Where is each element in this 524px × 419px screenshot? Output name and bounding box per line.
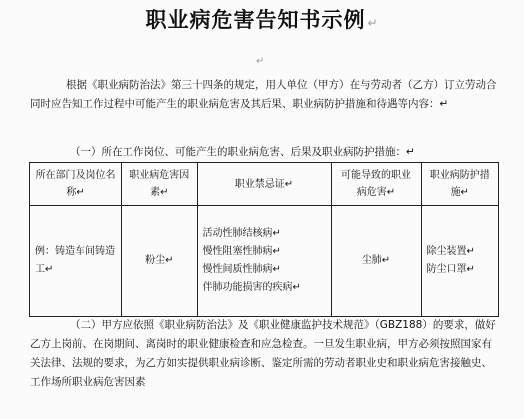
hazard-notice-table bbox=[29, 162, 499, 317]
paragraph-mark-icon: ↵ bbox=[256, 56, 265, 67]
section-1-heading: （一）所在工作岗位、可能产生的职业病危害、后果及职业病防护措施：↵ bbox=[70, 146, 415, 158]
paragraph-mark-icon: ↵ bbox=[367, 16, 379, 30]
cell-protection-measures bbox=[421, 206, 498, 317]
header-possible-disease: 可能导致的职业病危害↵ bbox=[331, 163, 421, 206]
section-2-paragraph: （二）甲方应依照《职业病防治法》及《职业健康监护技术规范》（GBZ188）的要求，做好乙方上岗前、在岗期间、离岗时的职业健康检查和应急检查。一旦发生职业病，甲方必须按照国家有关法律、法规的要求，为乙方如实提供职业病诊断、鉴定所需的劳动者职业史和职业病危害接触史、工作场所职业病危害因素 bbox=[30, 319, 496, 388]
cell-contraindications bbox=[197, 206, 331, 317]
table-row bbox=[30, 206, 499, 317]
table-header-row bbox=[30, 163, 499, 206]
protection-item: 防尘口罩↵ bbox=[426, 264, 475, 275]
intro-paragraph: 根据《职业病防治法》第三十四条的规定，用人单位（甲方）在与劳动者（乙方）订立劳动合同时应告知工作过程中可能产生的职业病危害及其后果、职业病防护措施和待遇等内容：↵ bbox=[30, 79, 497, 110]
cell-possible-disease: 尘肺↵ bbox=[331, 206, 421, 317]
contraindication-item: 活动性肺结核病↵ bbox=[202, 228, 281, 239]
contraindication-item: 慢性阻塞性肺病↵ bbox=[202, 246, 281, 257]
contraindication-item: 慢性间质性肺病↵ bbox=[202, 264, 281, 275]
header-hazard-factor: 职业病危害因素↵ bbox=[122, 163, 197, 206]
cell-hazard-factor: 粉尘↵ bbox=[122, 206, 197, 317]
header-dept-position: 所在部门及岗位名称↵ bbox=[30, 163, 122, 206]
contraindication-item: 伴肺功能损害的疾病↵ bbox=[202, 282, 301, 293]
header-contraindications: 职业禁忌证↵ bbox=[197, 163, 331, 206]
cell-dept-position: 例：铸造车间铸造工↵ bbox=[30, 206, 122, 317]
header-protection-measures: 职业病防护措施↵ bbox=[421, 163, 498, 206]
document-title bbox=[0, 4, 524, 34]
title-text: 职业病危害告知书示例 bbox=[145, 8, 366, 32]
protection-item: 除尘装置↵ bbox=[426, 246, 475, 257]
